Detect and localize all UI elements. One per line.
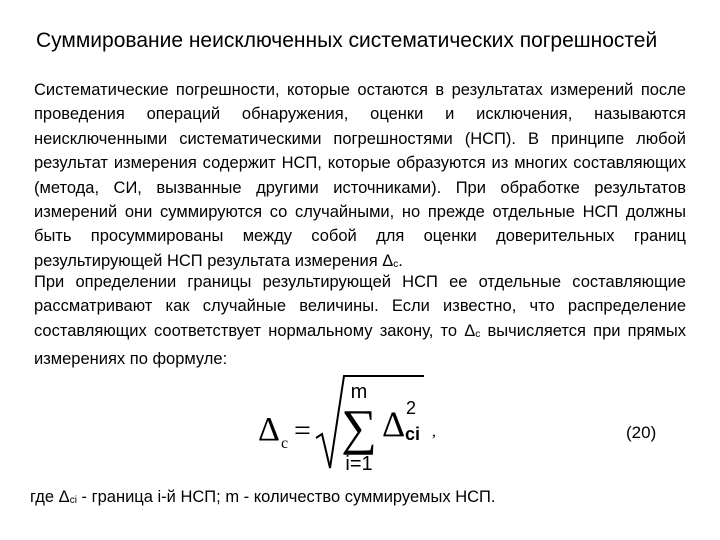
formula-legend-subscript: ci [69,495,77,506]
formula-lhs-subscript: c [281,435,289,452]
paragraph-definition-end: . [398,251,403,270]
formula-term-superscript: 2 [406,398,417,418]
formula-legend-prefix: где Δ [30,488,70,506]
paragraph-summation-rule [34,270,686,372]
formula-equals: = [294,414,311,447]
delta-c-subscript-2: c [475,328,481,340]
formula-term-subscript: ci [405,424,421,444]
formula-term-delta: Δ [382,404,406,444]
formula-20 [258,370,448,480]
formula-trailing-comma: , [432,423,436,440]
slide-title: Суммирование неисключенных систематических погрешностей [36,29,658,52]
formula-legend [30,486,630,512]
formula-sum-lower: i=1 [345,453,373,475]
paragraph-summation-text-after: вычисляется при прямых измерениях по формуле: [34,321,686,369]
paragraph-summation-text-before: При определении границы результирующей НСП ее отдельные составляющие рассматривают как случайные величины. Если известно, что распределение составляющих соответствует нормальному закону, то Δ [34,273,686,340]
formula-sum-symbol: ∑ [341,399,377,455]
formula-lhs-delta: Δ [258,411,280,448]
delta-c-subscript: c [393,258,399,270]
formula-legend-rest: - граница i-й НСП; m - количество суммируемых НСП. [76,488,496,506]
paragraph-definition [34,78,686,277]
paragraph-definition-text: Систематические погрешности, которые остаются в результатах измерений после проведения операций обнаружения, оценки и исключения, называются неисключенными систематическими погрешностями (НСП). В принципе любой результат измерения содержит НСП, которые образуются из многих составляющих (метода, СИ, вызванные другими источниками). При обработке результатов измерений они суммируются со случайными, но прежде отдельные НСП должны быть просуммированы между собой для оценки доверительных границ результирующей НСП результата измерения Δ [34,81,686,270]
formula-sum-upper: m [350,381,368,403]
equation-number: (20) [626,423,657,442]
